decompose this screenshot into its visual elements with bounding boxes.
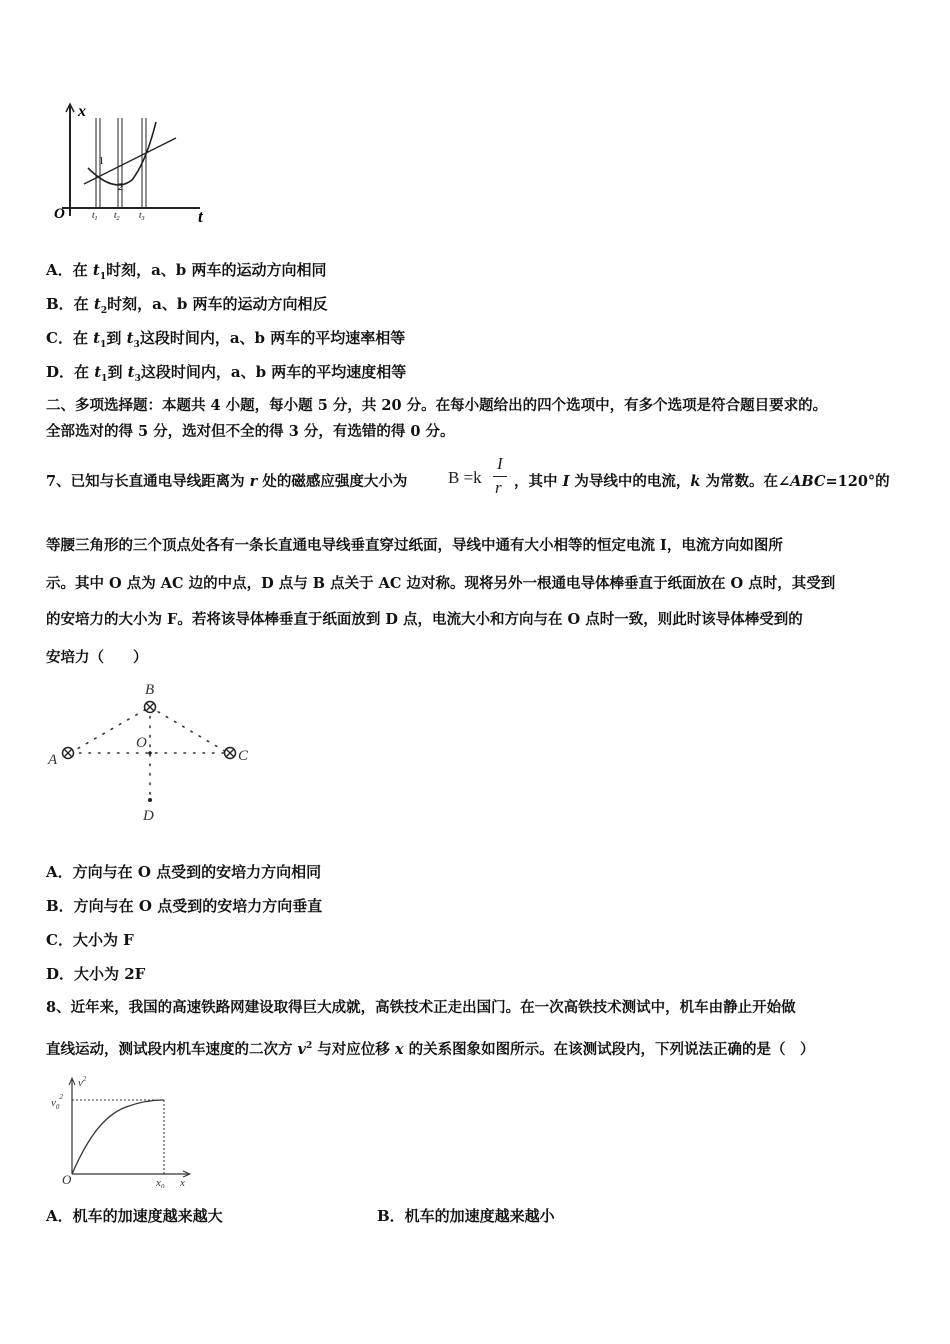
label-a: A: [48, 752, 58, 768]
q7-option-a: A．方向与在 O 点受到的安培力方向相同: [46, 863, 322, 881]
y-label: $v^2$: [78, 1075, 87, 1089]
q8-line2: 直线运动，测试段内机车速度的二次方 $v^2$ 与对应位移 x 的关系图象如图所示。在该测试段内，下列说法正确的是（ ）: [46, 1040, 815, 1058]
x-axis-label: t: [198, 207, 203, 224]
label-c: C: [238, 748, 249, 764]
point-d: [148, 798, 152, 802]
origin-label: O: [54, 206, 65, 222]
v2-curve: [72, 1100, 164, 1174]
point-o: [148, 751, 152, 755]
q6-option-b: B．在 $t_2$时刻，a、b 两车的运动方向相反: [46, 295, 328, 316]
v0-label: $v_0^2$: [51, 1093, 63, 1111]
section2-heading-line1: 二、多项选择题：本题共 4 小题，每小题 5 分，共 20 分。在每小题给出的四个选项中，有多个选项是符合题目要求的。: [46, 397, 828, 414]
q7-formula: B =k I r: [448, 456, 512, 500]
q7-option-d: D．大小为 2F: [46, 965, 146, 983]
q7-line1-rest: ，其中 I 为导线中的电流，k 为常数。在∠ABC=120°的: [514, 473, 890, 490]
q7-option-c: C．大小为 F: [46, 931, 134, 949]
label-b: B: [145, 682, 155, 698]
y-axis-label: x: [78, 103, 86, 120]
v2-x-graph: [46, 1072, 206, 1188]
t1-label: $t_1$: [92, 210, 98, 222]
label-d: D: [143, 808, 154, 824]
q7-line5: 安培力（ ）: [46, 649, 148, 666]
q8-option-b: B．机车的加速度越来越小: [377, 1207, 555, 1225]
label-o: O: [136, 735, 147, 751]
wire-a-icon: [63, 748, 74, 759]
q8-option-a: A．机车的加速度越来越大: [46, 1207, 223, 1225]
bc-dotted-line: [150, 707, 228, 753]
x-label: x: [180, 1177, 185, 1188]
q7-triangle-diagram: [40, 680, 270, 825]
q7-line3: 示。其中 O 点为 AC 边的中点，D 点与 B 点关于 AC 边对称。现将另外一根通电导体棒垂直于纸面放在 O 点时，其受到: [46, 575, 836, 592]
q7-line4: 的安培力的大小为 F。若将该导体棒垂直于纸面放到 D 点，电流大小和方向与在 O 点时一致，则此时该导体棒受到的: [46, 611, 803, 628]
q7-option-b: B．方向与在 O 点受到的安培力方向垂直: [46, 897, 323, 915]
curve-2-label: 2: [118, 182, 123, 193]
q7-line2: 等腰三角形的三个顶点处各有一条长直通电导线垂直穿过纸面，导线中通有大小相等的恒定电流 I，电流方向如图所: [46, 537, 783, 554]
q6-option-c: C．在 $t_1$到 $t_3$这段时间内，a、b 两车的平均速率相等: [46, 329, 406, 350]
section2-heading-line2: 全部选对的得 5 分，选对但不全的得 3 分，有选错的得 0 分。: [46, 423, 455, 440]
origin-label: O: [62, 1172, 72, 1187]
wire-b-icon: [145, 702, 156, 713]
q7-line1: 7、已知与长直通电导线距离为 r 处的磁感应强度大小为: [46, 473, 408, 490]
x0-label: $x_0$: [156, 1177, 165, 1188]
t3-label: $t_3$: [139, 210, 145, 222]
t2-label: $t_2$: [114, 210, 120, 222]
xt-graph: [52, 98, 212, 224]
q6-option-d: D．在 $t_1$到 $t_3$这段时间内，a、b 两车的平均速度相等: [46, 363, 407, 384]
curve-1-label: 1: [99, 156, 104, 167]
q8-line1: 8、近年来，我国的高速铁路网建设取得巨大成就，高铁技术正走出国门。在一次高铁技术测试中，机车由静止开始做: [46, 999, 796, 1016]
wire-c-icon: [225, 748, 236, 759]
q6-option-a: A．在 $t_1$时刻，a、b 两车的运动方向相同: [46, 261, 327, 282]
